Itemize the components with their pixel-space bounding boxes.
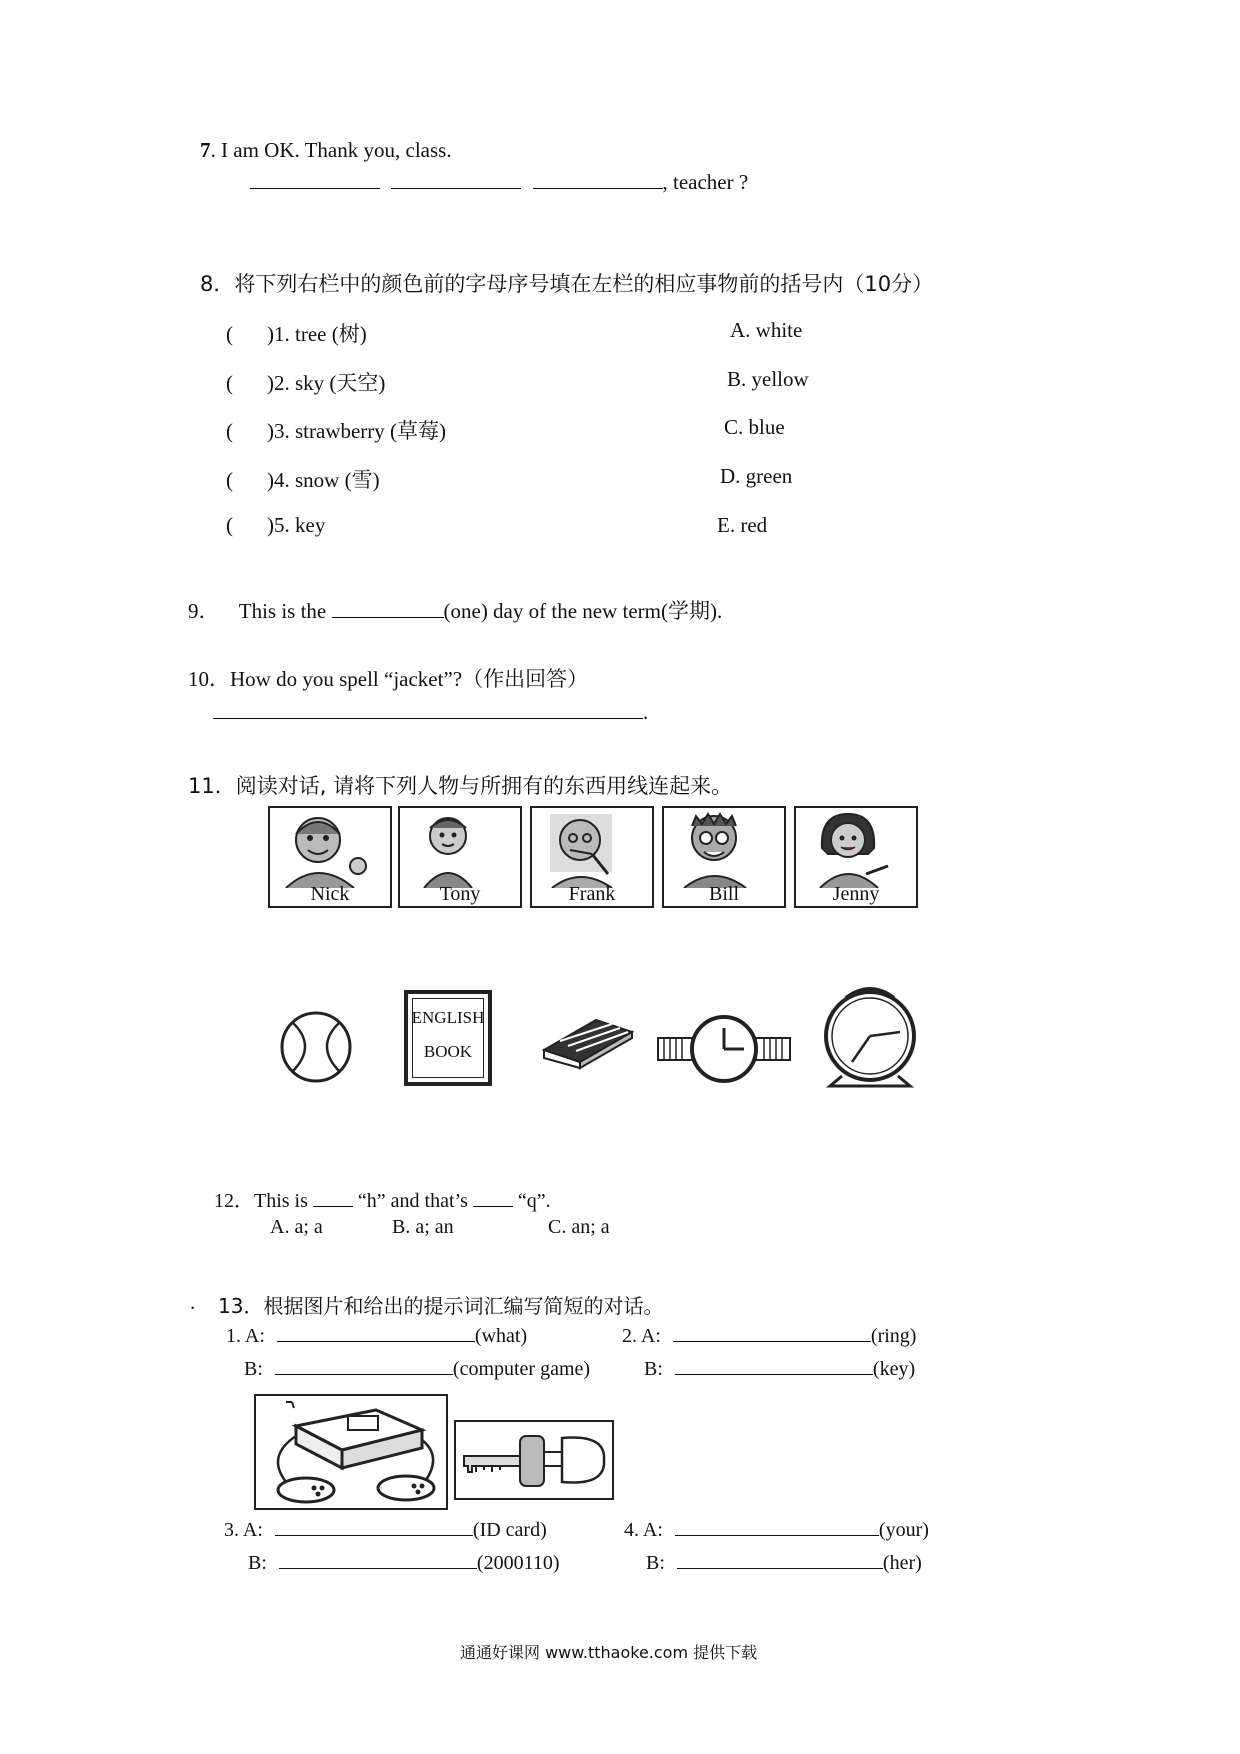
- q8-right-a: A. white: [730, 318, 803, 342]
- game-console-icon: [256, 1396, 446, 1508]
- key-picture: [454, 1420, 614, 1500]
- q13-row-1a: 1. A: (what): [226, 1325, 528, 1347]
- q8-right-b: B. yellow: [727, 367, 809, 391]
- q7-blank-3[interactable]: [533, 170, 663, 189]
- tony-icon: [400, 808, 520, 888]
- q12-blank-1[interactable]: [313, 1188, 353, 1207]
- watch-icon: [656, 1014, 792, 1084]
- bill-icon: [664, 808, 784, 888]
- alarm-clock-icon: [818, 984, 922, 1088]
- q7-number: 7: [200, 138, 211, 162]
- q8-right-c: C. blue: [724, 415, 785, 439]
- person-tony: [398, 806, 522, 908]
- q11-title: 11．阅读对话, 请将下列人物与所拥有的东西用线连起来。: [188, 774, 733, 798]
- q10-answer: .: [213, 700, 648, 725]
- q12-option-b[interactable]: B. a; an: [392, 1216, 454, 1238]
- book-label-line2: BOOK: [423, 1042, 473, 1061]
- q8-right-d: D. green: [720, 464, 793, 488]
- person-name-nick: Nick: [310, 883, 350, 905]
- q12-option-a[interactable]: A. a; a: [270, 1216, 323, 1238]
- q10-line: 10．How do you spell “jacket”?（作出回答）: [188, 667, 589, 691]
- q13-blank-2b[interactable]: [675, 1356, 873, 1375]
- q7-tail: , teacher ?: [662, 170, 749, 194]
- q13-blank-4b[interactable]: [677, 1550, 883, 1569]
- key-icon: [456, 1422, 612, 1498]
- q13-row-2a: 2. A: (ring): [622, 1325, 917, 1347]
- q13-blank-3b[interactable]: [279, 1550, 477, 1569]
- q7-answer-line: [250, 170, 748, 195]
- ball-icon: [278, 1008, 358, 1086]
- q13-row-3b: B: (2000110): [248, 1552, 560, 1574]
- person-name-frank: Frank: [568, 883, 616, 905]
- q8-left-5: ( )5. key: [226, 513, 326, 537]
- q13-blank-4a[interactable]: [675, 1517, 879, 1536]
- q8-right-e: E. red: [717, 513, 768, 537]
- person-nick: [268, 806, 392, 908]
- q7-blank-2[interactable]: [391, 170, 521, 189]
- person-bill: [662, 806, 786, 908]
- q12-blank-2[interactable]: [473, 1188, 513, 1207]
- q12-option-c[interactable]: C. an; a: [548, 1216, 610, 1238]
- q7-blank-1[interactable]: [250, 170, 380, 189]
- q7-line: [200, 138, 452, 163]
- q7-text: . I am OK. Thank you, class.: [210, 138, 452, 162]
- q13-title: 13．根据图片和给出的提示词汇编写简短的对话。: [218, 1294, 664, 1318]
- q8-left-3: ( )3. strawberry (草莓): [226, 419, 447, 443]
- q9-line: 9． This is the (one) day of the new term(学期).: [188, 599, 723, 623]
- q13-blank-2a[interactable]: [673, 1323, 871, 1342]
- q13-row-3a: 3. A: (ID card): [224, 1519, 547, 1541]
- english-book-icon: [404, 990, 492, 1086]
- q13-row-4b: B: (her): [646, 1552, 922, 1574]
- q9-number: 9．: [188, 599, 220, 623]
- q13-lead: .: [190, 1290, 196, 1314]
- q8-left-4: ( )4. snow (雪): [226, 468, 380, 492]
- game-console-picture: [254, 1394, 448, 1510]
- q12-line: 12．This is “h” and that’s “q”.: [214, 1190, 551, 1212]
- q13-blank-1b[interactable]: [275, 1356, 453, 1375]
- q8-left-1: ( )1. tree (树): [226, 322, 367, 346]
- q13-blank-3a[interactable]: [275, 1517, 473, 1536]
- person-name-bill: Bill: [708, 883, 739, 905]
- q13-row-4a: 4. A: (your): [624, 1519, 929, 1541]
- jenny-icon: [796, 808, 916, 888]
- q13-row-1b: B: (computer game): [244, 1358, 591, 1380]
- q13-blank-1a[interactable]: [277, 1323, 475, 1342]
- pencil-box-icon: [536, 1010, 636, 1072]
- person-name-jenny: Jenny: [832, 883, 880, 905]
- page-footer: 通通好课网 www.tthaoke.com 提供下载: [460, 1643, 758, 1662]
- q10-blank[interactable]: [213, 700, 643, 719]
- q9-blank[interactable]: [332, 599, 444, 618]
- q13-row-2b: B: (key): [644, 1358, 916, 1380]
- nick-icon: [270, 808, 390, 888]
- frank-icon: [532, 808, 652, 888]
- book-label-line1: ENGLISH: [411, 1008, 485, 1027]
- person-frank: [530, 806, 654, 908]
- person-jenny: [794, 806, 918, 908]
- q8-left-2: ( )2. sky (天空): [226, 371, 386, 395]
- q8-title: 8．将下列右栏中的颜色前的字母序号填在左栏的相应事物前的括号内（10分）: [200, 272, 934, 296]
- person-name-tony: Tony: [439, 883, 481, 905]
